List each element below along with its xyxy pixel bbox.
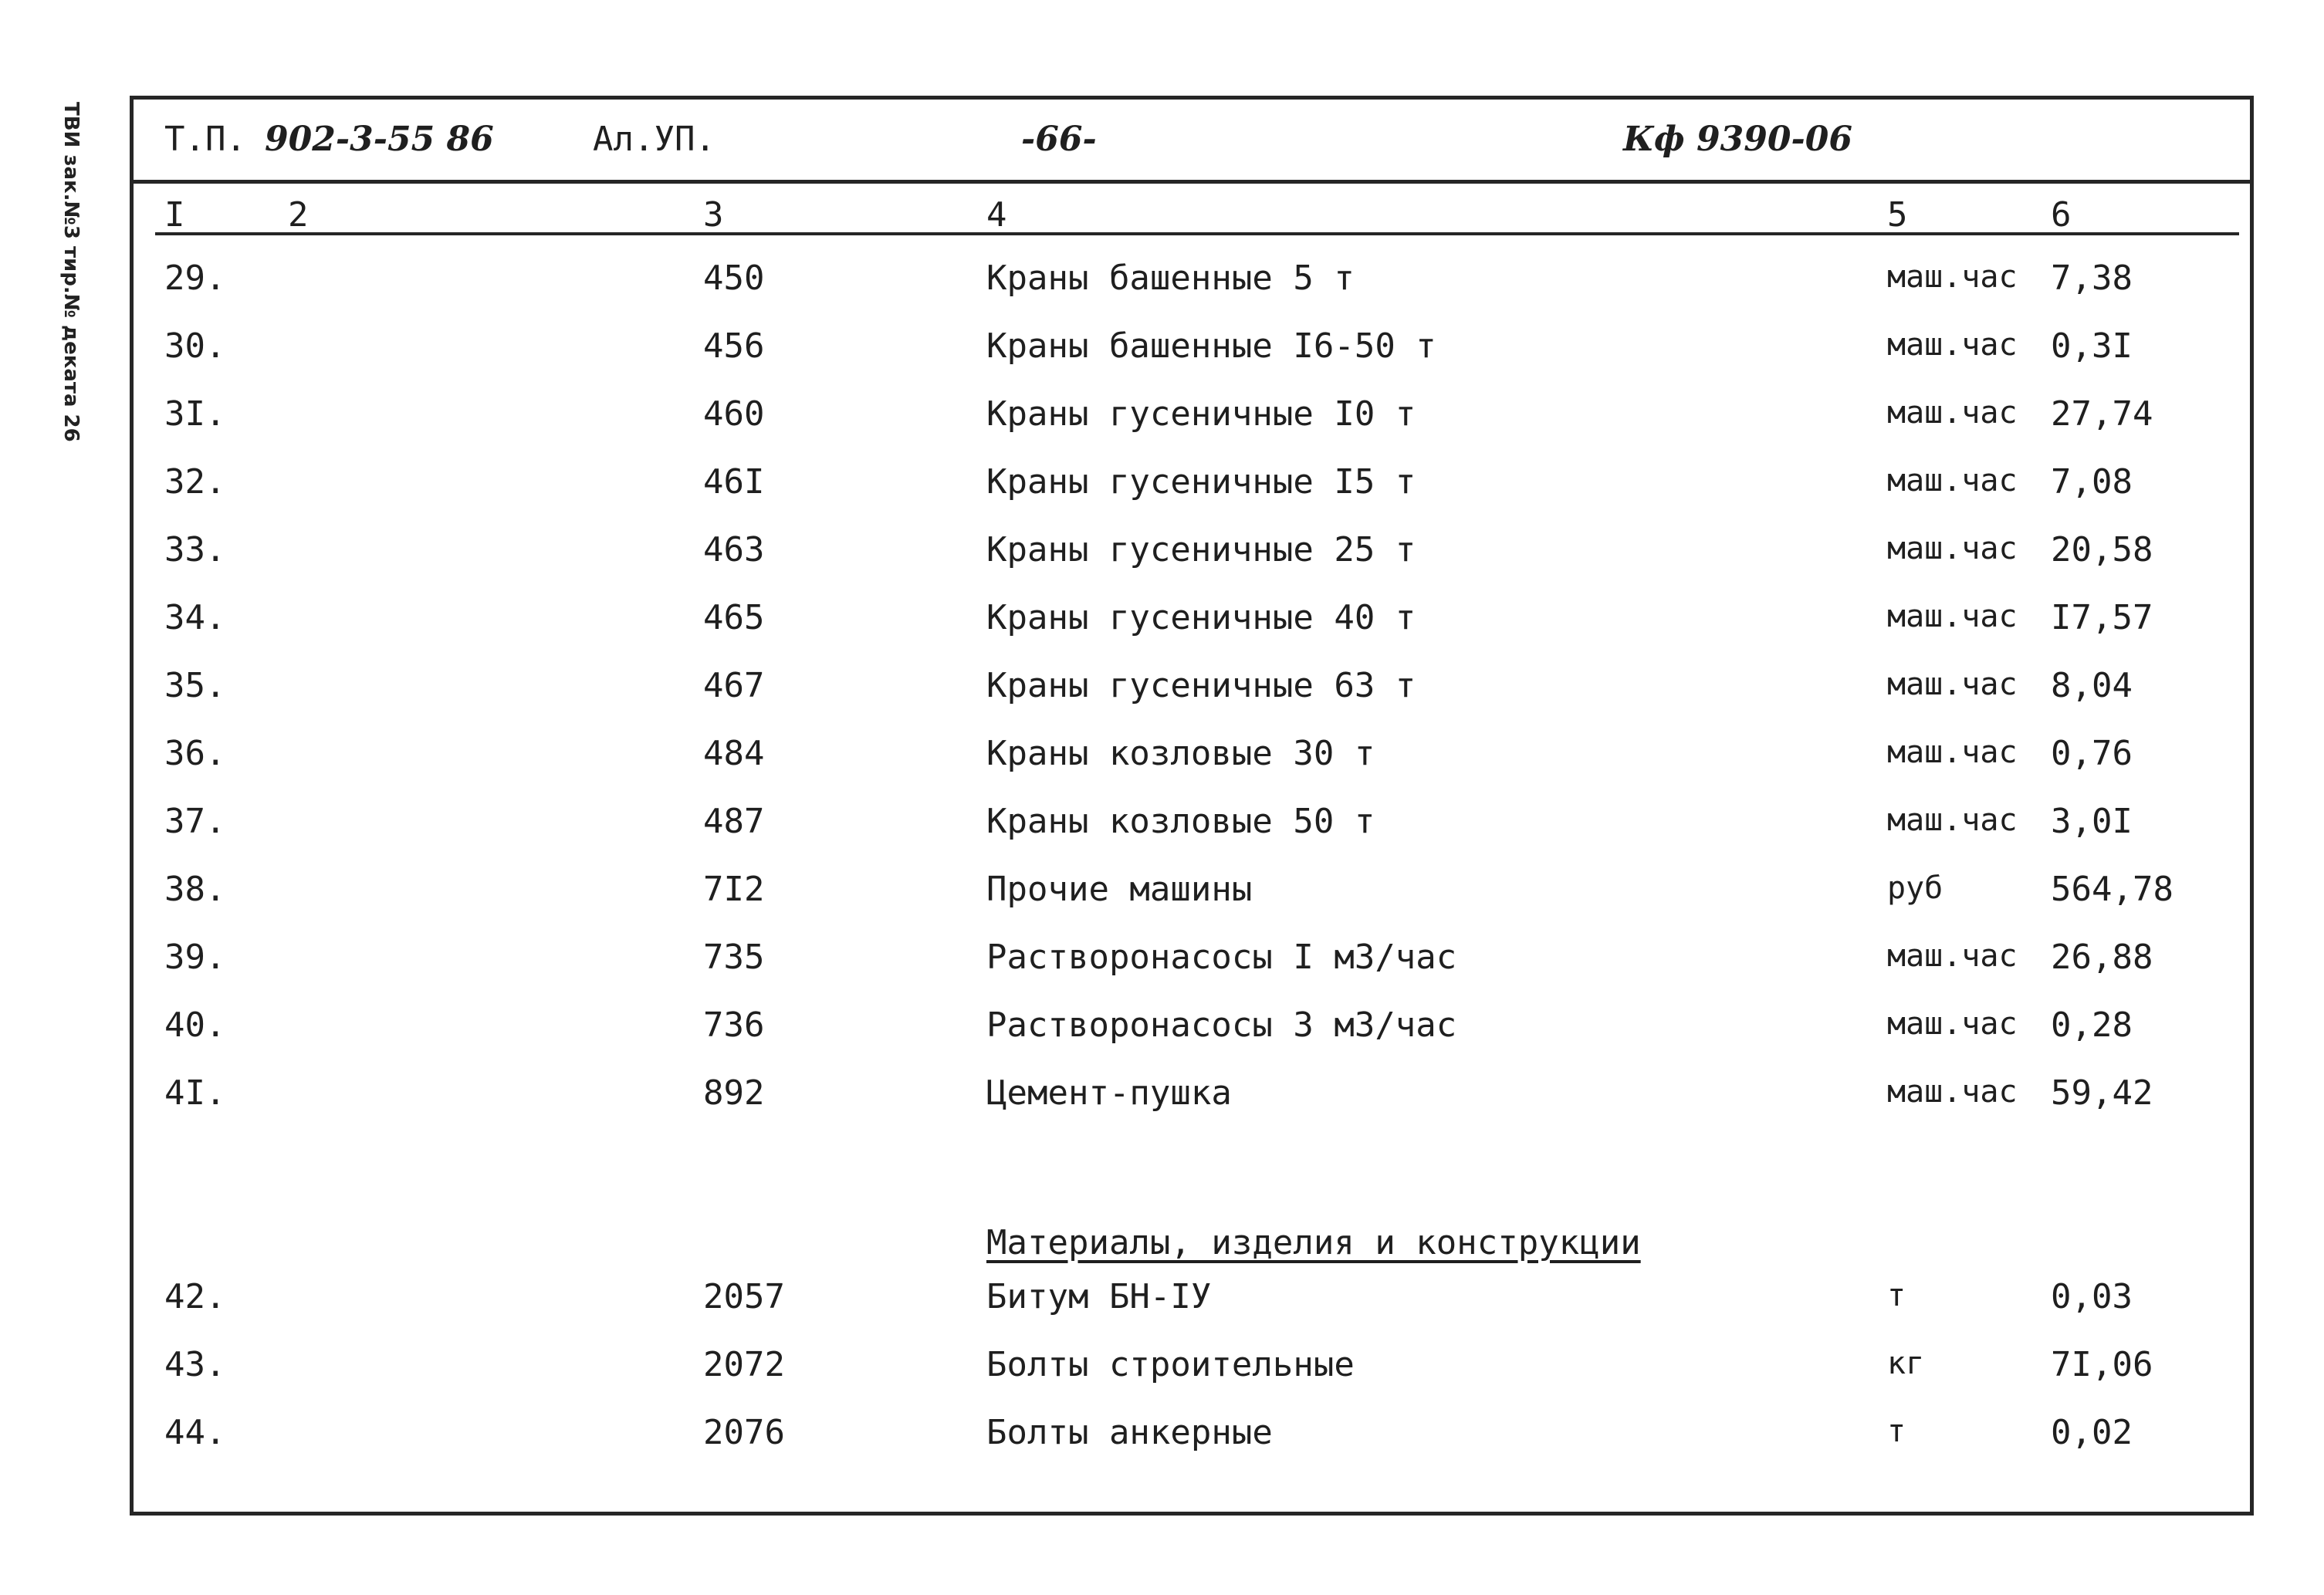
- row-number: 33.: [164, 530, 226, 569]
- resource-code: 465: [703, 598, 765, 637]
- unit: кг: [1887, 1346, 1925, 1381]
- table-row: [134, 453, 2250, 515]
- unit: маш.час: [1887, 259, 2018, 295]
- resource-code: 467: [703, 666, 765, 705]
- table-row: [134, 249, 2250, 311]
- quantity: 7I,06: [2051, 1345, 2153, 1384]
- reference-code: Кф 9390-06: [1623, 120, 1852, 159]
- col-header-6: 6: [2051, 195, 2072, 235]
- section-title-materials: Материалы, изделия и конструкции: [986, 1223, 1641, 1262]
- resource-code: 736: [703, 1005, 765, 1045]
- row-number: 4I.: [164, 1073, 226, 1113]
- quantity: 0,28: [2051, 1005, 2133, 1045]
- resource-code: 484: [703, 734, 765, 773]
- resource-code: 735: [703, 938, 765, 977]
- table-row: [134, 521, 2250, 583]
- resource-name: Краны башенные I6-50 т: [986, 326, 1436, 366]
- col-header-2: 2: [288, 195, 309, 235]
- album-label: Ал.УП.: [593, 120, 715, 159]
- unit: маш.час: [1887, 938, 2018, 974]
- resource-name: Краны козловые 50 т: [986, 802, 1375, 841]
- resource-name: Болты строительные: [986, 1345, 1355, 1384]
- unit: маш.час: [1887, 531, 2018, 566]
- resource-name: Краны башенные 5 т: [986, 259, 1355, 298]
- resource-code: 460: [703, 394, 765, 434]
- row-number: 36.: [164, 734, 226, 773]
- table-row: [134, 1336, 2250, 1397]
- col-header-5: 5: [1887, 195, 1908, 235]
- resource-code: 456: [703, 326, 765, 366]
- resource-code: 463: [703, 530, 765, 569]
- quantity: 27,74: [2051, 394, 2153, 434]
- table-row: [134, 1268, 2250, 1330]
- quantity: 0,02: [2051, 1413, 2133, 1452]
- resource-name: Краны гусеничные 63 т: [986, 666, 1416, 705]
- unit: маш.час: [1887, 1074, 2018, 1110]
- quantity: 564,78: [2051, 870, 2173, 909]
- resource-name: Краны гусеничные I0 т: [986, 394, 1416, 434]
- resource-code: 2072: [703, 1345, 785, 1384]
- resource-name: Растворонасосы I м3/час: [986, 938, 1457, 977]
- resource-code: 2057: [703, 1277, 785, 1316]
- unit: маш.час: [1887, 327, 2018, 363]
- resource-name: Краны гусеничные 40 т: [986, 598, 1416, 637]
- row-number: 30.: [164, 326, 226, 366]
- quantity: 7,08: [2051, 462, 2133, 502]
- resource-name: Краны козловые 30 т: [986, 734, 1375, 773]
- margin-annotation: [48, 102, 94, 534]
- row-number: 42.: [164, 1277, 226, 1316]
- resource-name: Растворонасосы 3 м3/час: [986, 1005, 1457, 1045]
- unit: маш.час: [1887, 395, 2018, 431]
- document-frame: [130, 96, 2254, 1516]
- quantity: 0,76: [2051, 734, 2133, 773]
- row-number: 38.: [164, 870, 226, 909]
- unit: маш.час: [1887, 803, 2018, 838]
- quantity: 26,88: [2051, 938, 2153, 977]
- table-row: [134, 1064, 2250, 1126]
- table-row: [134, 1404, 2250, 1465]
- unit: маш.час: [1887, 667, 2018, 702]
- table-row: [134, 657, 2250, 718]
- table-row: [134, 928, 2250, 990]
- table-row: [134, 589, 2250, 651]
- row-number: 29.: [164, 259, 226, 298]
- margin-annotation-text: ТВИ зак.№3 тир.№ деката 26: [59, 102, 83, 442]
- unit: т: [1887, 1414, 1906, 1449]
- table-row: [134, 385, 2250, 447]
- unit: маш.час: [1887, 463, 2018, 498]
- quantity: 0,3I: [2051, 326, 2133, 366]
- resource-name: Битум БН-IУ: [986, 1277, 1212, 1316]
- doc-code: 902-3-55 86: [265, 120, 494, 159]
- row-number: 43.: [164, 1345, 226, 1384]
- table-row: [134, 317, 2250, 379]
- resource-code: 46I: [703, 462, 765, 502]
- unit: руб: [1887, 870, 1943, 906]
- doc-code-prefix: Т.П.: [164, 120, 246, 159]
- page-number: -66-: [1021, 120, 1097, 159]
- quantity: I7,57: [2051, 598, 2153, 637]
- table-row: [134, 792, 2250, 854]
- unit: т: [1887, 1278, 1906, 1313]
- row-number: 44.: [164, 1413, 226, 1452]
- quantity: 7,38: [2051, 259, 2133, 298]
- unit: маш.час: [1887, 599, 2018, 634]
- resource-code: 450: [703, 259, 765, 298]
- resource-code: 487: [703, 802, 765, 841]
- resource-name: Болты анкерные: [986, 1413, 1273, 1452]
- resource-name: Краны гусеничные I5 т: [986, 462, 1416, 502]
- table-body: [134, 100, 2250, 1512]
- col-header-1: I: [164, 195, 185, 235]
- quantity: 0,03: [2051, 1277, 2133, 1316]
- resource-code: 7I2: [703, 870, 765, 909]
- row-number: 3I.: [164, 394, 226, 434]
- row-number: 34.: [164, 598, 226, 637]
- table-row: [134, 860, 2250, 922]
- unit: маш.час: [1887, 735, 2018, 770]
- row-number: 32.: [164, 462, 226, 502]
- resource-name: Прочие машины: [986, 870, 1253, 909]
- quantity: 20,58: [2051, 530, 2153, 569]
- resource-name: Цемент-пушка: [986, 1073, 1232, 1113]
- table-row: [134, 996, 2250, 1058]
- quantity: 3,0I: [2051, 802, 2133, 841]
- row-number: 37.: [164, 802, 226, 841]
- col-header-3: 3: [703, 195, 724, 235]
- col-header-4: 4: [986, 195, 1007, 235]
- table-row: [134, 725, 2250, 786]
- resource-code: 892: [703, 1073, 765, 1113]
- resource-code: 2076: [703, 1413, 785, 1452]
- quantity: 8,04: [2051, 666, 2133, 705]
- row-number: 40.: [164, 1005, 226, 1045]
- resource-name: Краны гусеничные 25 т: [986, 530, 1416, 569]
- quantity: 59,42: [2051, 1073, 2153, 1113]
- row-number: 35.: [164, 666, 226, 705]
- row-number: 39.: [164, 938, 226, 977]
- unit: маш.час: [1887, 1006, 2018, 1042]
